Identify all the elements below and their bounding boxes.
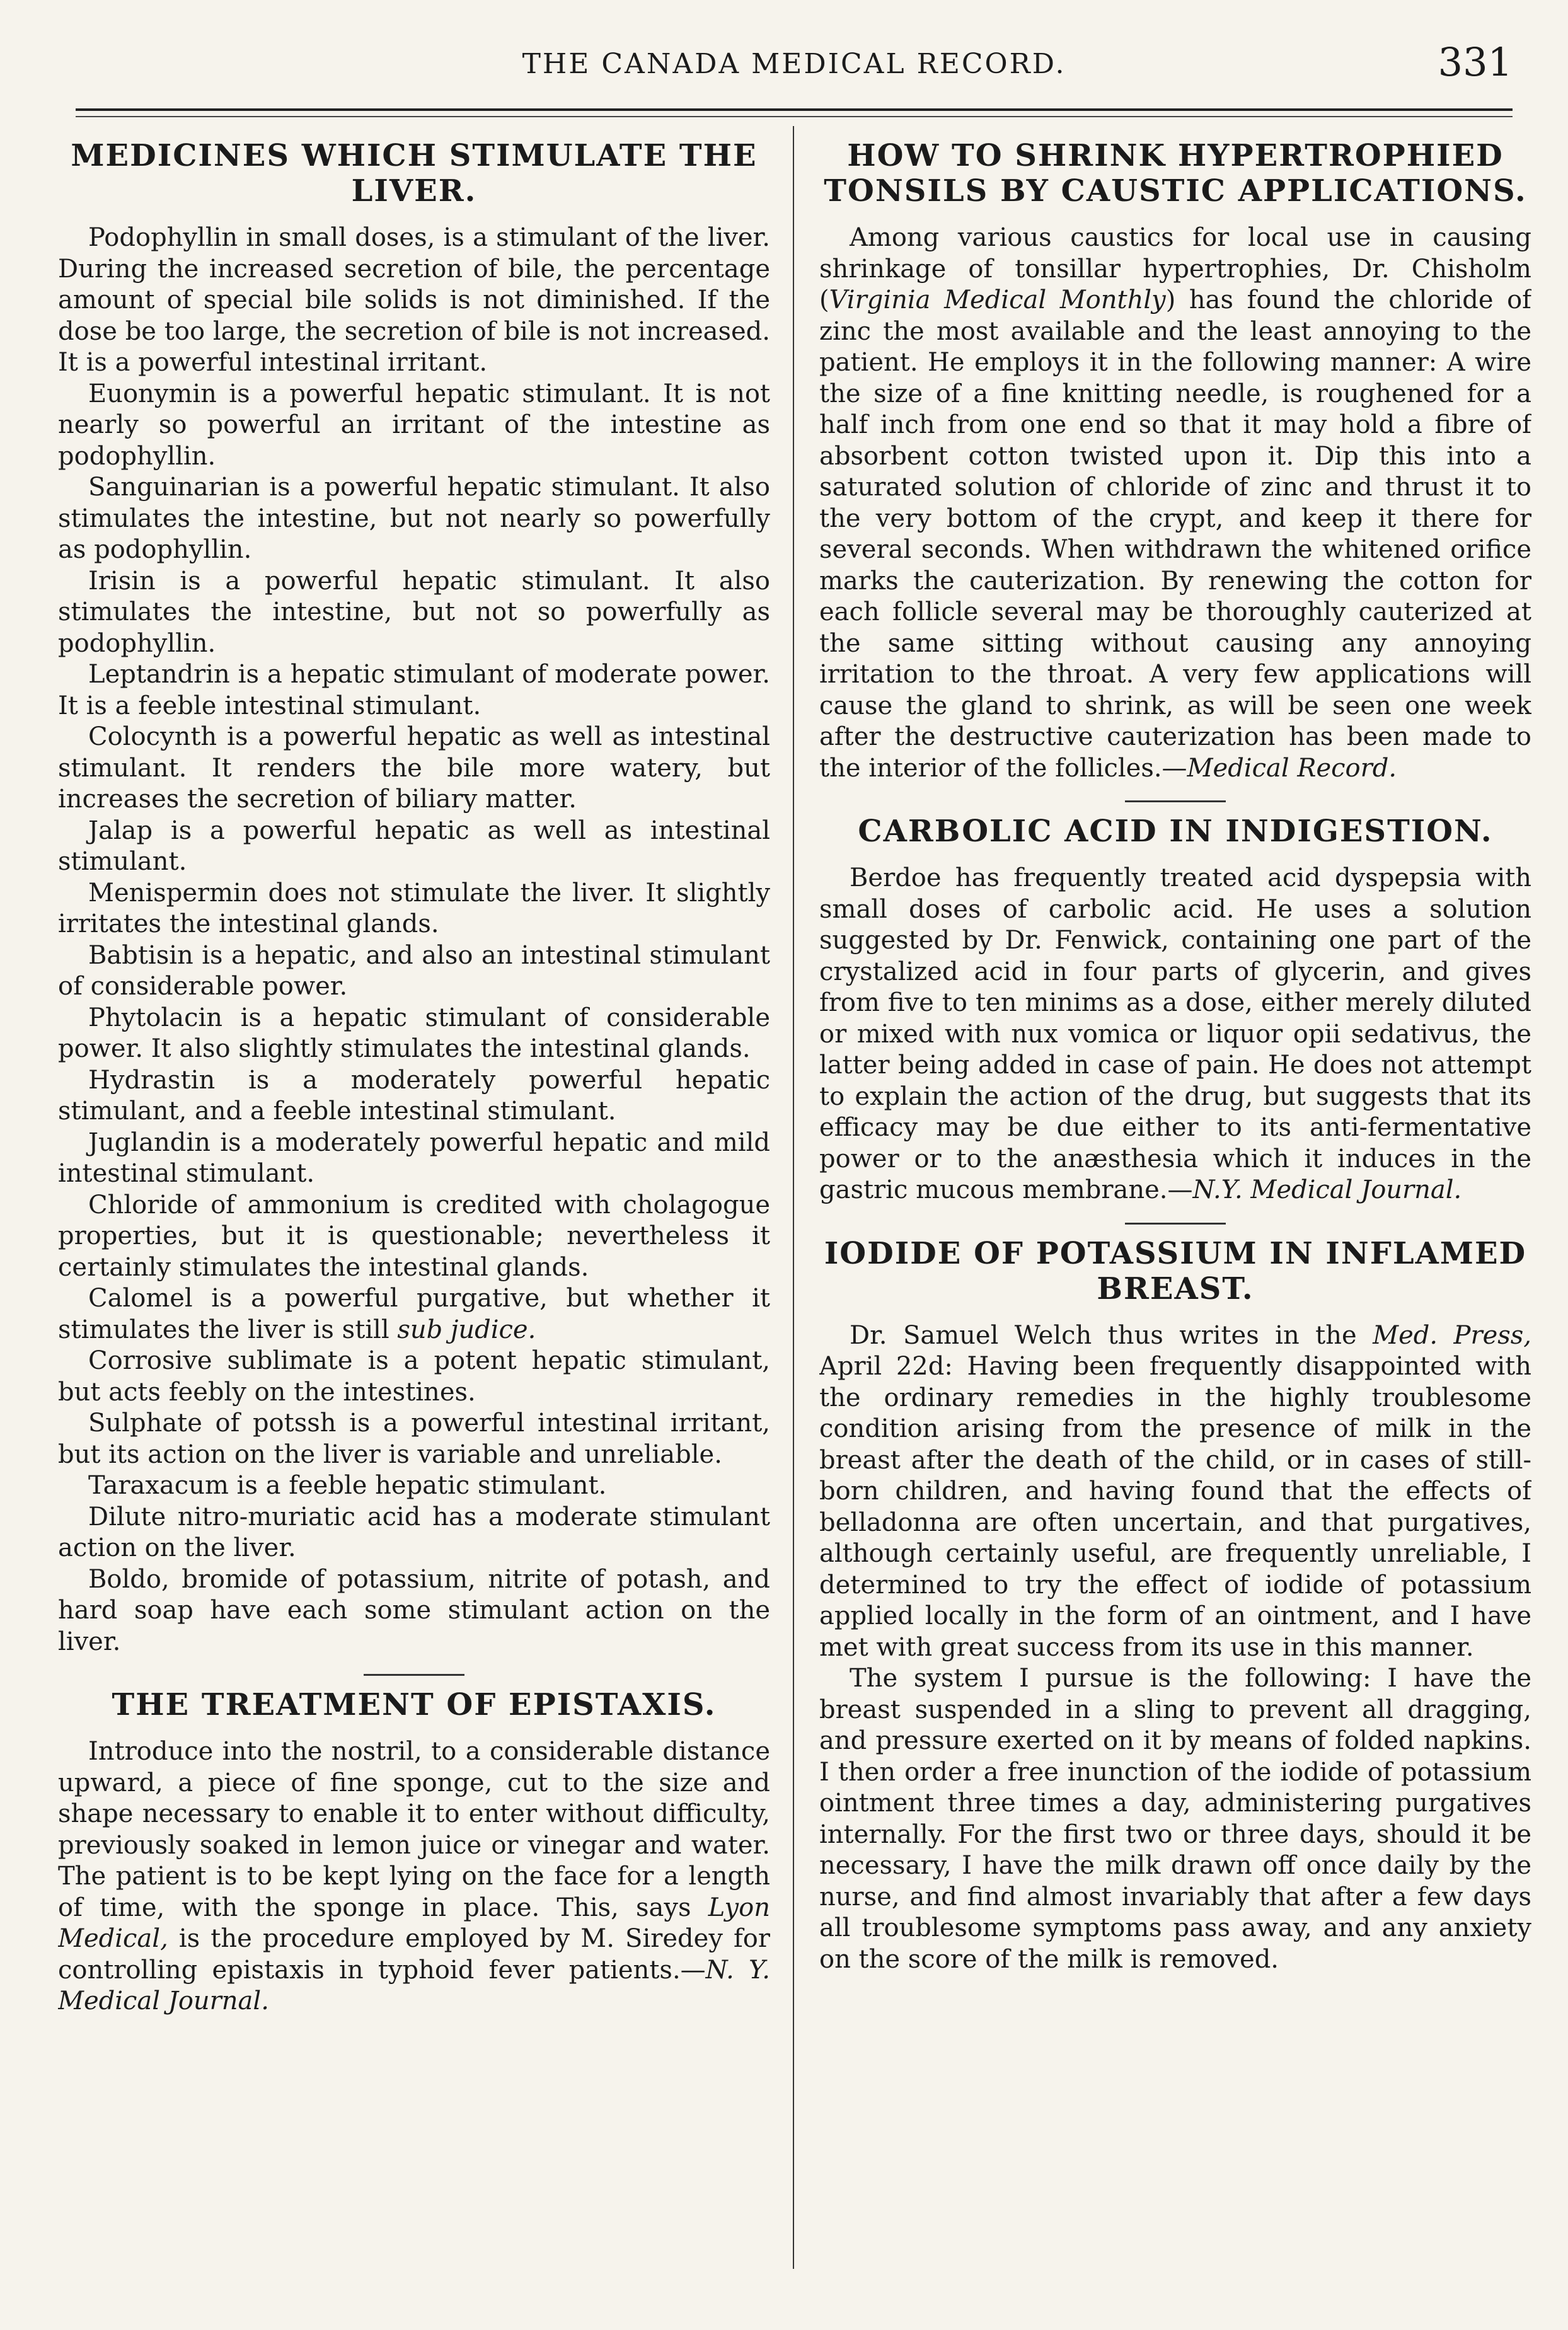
text-run: Introduce into the nostril, to a considerable distance upward, a piece of fine sponge, cut to the size and shape necessary to enable it to enter without difficulty, previously soaked in lemon juice or vinegar and water. The patient is to be kept lying on the face for a length of time, with the sponge in place. This, says — [58, 1737, 770, 1922]
left-column — [58, 136, 770, 2304]
paragraph: Phytolacin is a hepatic stimulant of considerable power. It also slightly stimulates the intestinal glands. — [58, 1003, 770, 1063]
running-title: THE CANADA MEDICAL RECORD. — [522, 48, 1066, 80]
page-number: 331 — [1438, 39, 1513, 85]
paragraph: Babtisin is a hepatic, and also an intestinal stimulant of considerable power. — [58, 940, 770, 1001]
source-citation: Lyon Medical, — [58, 1893, 770, 1953]
source-citation: N.Y. Medical Journal. — [1192, 1175, 1462, 1204]
italic-phrase: sub judice. — [397, 1315, 536, 1344]
paragraph: Leptandrin is a hepatic stimulant of moderate power. It is a feeble intestinal stimulant. — [58, 660, 770, 720]
paragraph: Chloride of ammonium is credited with cholagogue properties, but it is questionable; nevertheless it certainly stimulates the intestinal glands. — [58, 1190, 770, 1282]
text-run: Dr. Samuel Welch thus writes in the — [850, 1320, 1373, 1350]
running-head — [76, 39, 1513, 89]
article-epistaxis — [58, 1687, 770, 2017]
source-citation: Med. Press, — [1373, 1320, 1531, 1350]
article-title: HOW TO SHRINK HYPERTROPHIED TONSILS BY CAUSTIC APPLICATIONS. — [824, 138, 1527, 209]
text-run: is the procedure employed by M. Siredey for controlling epistaxis in typhoid fever patients.— — [58, 1924, 770, 1985]
paragraph: Colocynth is a powerful hepatic as well as intestinal stimulant. It renders the bile more watery, but increases the secretion of biliary matter. — [58, 722, 770, 814]
right-column — [819, 136, 1531, 2304]
paragraph: Juglandin is a moderately powerful hepatic and mild intestinal stimulant. — [58, 1128, 770, 1188]
paragraph — [819, 863, 1531, 1206]
paragraph: The system I pursue is the following: I have the breast suspended in a sling to prevent all dragging, and pressure exerted on it by means of folded napkins. I then order a free inunction of the iodide of potassium ointment three times a day, administering purgatives internally. For the first two or three days, should it be necessary, I have the milk drawn off once daily by the nurse, and find almost invariably that after a few days all troublesome symptoms pass away, and any anxiety on the score of the milk is removed. — [819, 1664, 1531, 1974]
header-rule-thin — [76, 116, 1513, 117]
paragraph: Corrosive sublimate is a potent hepatic stimulant, but acts feebly on the intestines. — [58, 1346, 770, 1407]
paragraph: Taraxacum is a feeble hepatic stimulant. — [88, 1471, 607, 1500]
header-rule — [76, 108, 1513, 111]
text-run: ) has found the chloride of zinc the most available and the least annoying to the patient. He employs it in the following manner: A wire the size of a fine knitting needle, is roughened for a half inch from one end so that it may hold a fibre of absorbent cotton twisted upon it. Dip this into a saturated solution of chloride of zinc and thrust it to the very bottom of the crypt, and keep it there for several seconds. When withdrawn the whitened orifice marks the cauterization. By renewing the cotton for each follicle several may be thoroughly cauterized at the same sitting without causing any annoying irritation to the throat. A very few applications will cause the gland to shrink, as will be seen one week after the destructive cauterization has been made to the interior of the follicles.— — [819, 285, 1531, 783]
section-separator — [364, 1674, 464, 1676]
text-run: Calomel is a powerful purgative, but whether it stimulates the liver is still — [58, 1284, 770, 1344]
paragraph — [819, 1320, 1531, 1664]
article-carbolic-acid — [819, 814, 1531, 1206]
section-separator — [1125, 800, 1226, 802]
paragraph: Podophyllin in small doses, is a stimulant of the liver. During the increased secretion of bile, the percentage amount of special bile solids is not diminished. If the dose be too large, the secretion of bile is not increased. It is a powerful intestinal irritant. — [58, 223, 770, 377]
paragraph: Jalap is a powerful hepatic as well as intestinal stimulant. — [58, 816, 770, 876]
paragraph: Menispermin does not stimulate the liver. It slightly irritates the intestinal glands. — [58, 878, 770, 938]
text-run: Berdoe has frequently treated acid dyspepsia with small doses of carbolic acid. He uses a solution suggested by Dr. Fenwick, containing one part of the crystalized acid in four parts of glycerin, and gives from five to ten minims as a dose, either merely diluted or mixed with nux vomica or liquor opii sedativus, the latter being added in case of pain. He does not attempt to explain the action of the drug, but suggests that its efficacy may be due either to its anti-fermentative power or to the anæsthesia which it induces in the gastric mucous membrane.— — [819, 863, 1531, 1204]
article-title: THE TREATMENT OF EPISTAXIS. — [112, 1687, 717, 1722]
paragraph: Dilute nitro-muriatic acid has a moderate stimulant action on the liver. — [58, 1502, 770, 1562]
section-separator — [1125, 1223, 1226, 1225]
paragraph: Euonymin is a powerful hepatic stimulant. It is not nearly so powerful an irritant of the intestine as podophyllin. — [58, 379, 770, 471]
article-iodide-potassium — [819, 1236, 1531, 1976]
article-tonsils — [819, 138, 1531, 784]
article-title: IODIDE OF POTASSIUM IN INFLAMED BREAST. — [824, 1235, 1527, 1306]
text-run: April 22d: Having been frequently disappointed with the ordinary remedies in the highly troublesome condition arising from the presence of milk in the breast after the death of the child, or in cases of still-born children, and having found that the effects of belladonna are often uncertain, and that purgatives, although certainly useful, are frequently unreliable, I determined to try the effect of iodide of potassium applied locally in the form of an ointment, and I have met with great success from its use in this manner. — [819, 1352, 1531, 1662]
paragraph — [819, 222, 1531, 784]
source-citation: N. Y. Medical Journal. — [58, 1955, 770, 2016]
paragraph: Irisin is a powerful hepatic stimulant. It also stimulates the intestine, but not so powerfully as podophyllin. — [58, 566, 770, 658]
paragraph — [58, 1736, 770, 2017]
article-title: CARBOLIC ACID IN INDIGESTION. — [858, 814, 1493, 849]
paragraph: Boldo, bromide of potassium, nitrite of potash, and hard soap have each some stimulant action on the liver. — [58, 1564, 770, 1656]
source-citation: Medical Record. — [1187, 753, 1397, 783]
paragraph-calomel — [58, 1283, 770, 1346]
column-divider — [793, 126, 794, 2269]
paragraph: Hydrastin is a moderately powerful hepatic stimulant, and a feeble intestinal stimulant. — [58, 1065, 770, 1126]
paragraph: Sanguinarian is a powerful hepatic stimulant. It also stimulates the intestine, but not nearly so powerfully as podophyllin. — [58, 473, 770, 564]
article-liver-stimulants — [58, 138, 770, 1658]
source-citation: Virginia Medical Monthly — [829, 285, 1166, 314]
article-title: MEDICINES WHICH STIMULATE THE LIVER. — [71, 138, 758, 209]
text-run: Among various caustics for local use in causing shrinkage of tonsillar hypertrophies, Dr. Chisholm ( — [819, 223, 1531, 314]
paragraph: Sulphate of potssh is a powerful intestinal irritant, but its action on the liver is variable and unreliable. — [58, 1409, 770, 1469]
